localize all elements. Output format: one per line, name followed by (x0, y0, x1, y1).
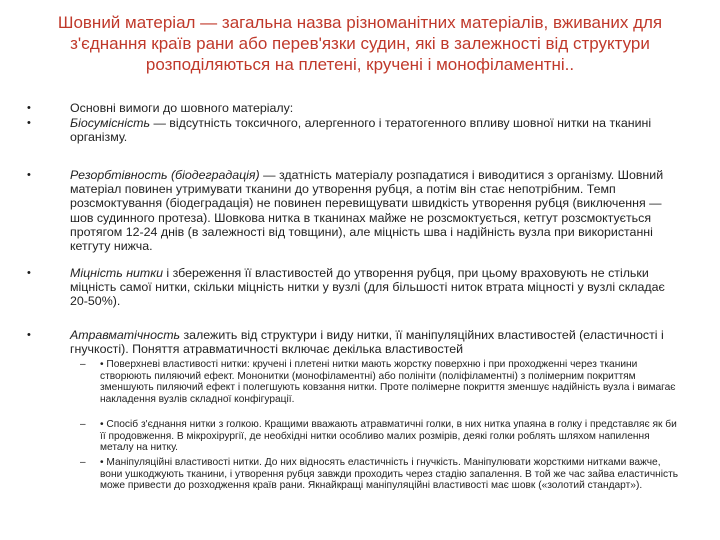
bullet-body: — відсутність токсичного, алергенного і тератогенного впливу шовної нитки на тканині організму. (70, 116, 652, 145)
bullet-text (70, 328, 682, 356)
bullet-body: — здатність матеріалу розпадатися і виводитися з організму. Шовний матеріал повинен утримувати тканини до утворення рубця, а потім він стає непотрібним. Темп розсмоктування (біодеградація) не повинен перевищувати швидкість утворення рубця (виключення — шов судинного протеза). Шовкова нитка в тканинах майже не розсмоктується, кетгут розсмоктується протягом 12-24 днів (в залежності від товщини), але міцність шва і надійність вузла при використанні кетгуту нижча. (70, 168, 664, 254)
bullet-marker: • (27, 329, 31, 341)
bullet-lead: Атравматічность (70, 328, 181, 342)
sub-bullet-text: • Спосіб з'єднання нитки з голкою. Кращими вважають атравматичні голки, в них нитка упаяна в голку і представляє як би її продовження. В мікрохірургії, де необхідні нитки особливо малих розмірів, деякі голки роблять шляхом напилення металу на нитку. (100, 419, 677, 454)
bullet-body: залежить від структури і виду нитки, її маніпуляційних властивостей (еластичності і гнучкості). Поняття атравматичності включає декілька властивостей (70, 328, 664, 357)
bullet-body: Основні вимоги до шовного матеріалу: (70, 101, 294, 115)
bullet-lead: Резорбтівность (біодеградація) (70, 168, 260, 182)
bullet-body: і збереження її властивостей до утворення рубця, при цьому враховують не стільки міцність самої нитки, скільки міцність нитки у вузлі (для більшості ниток втрата міцності у вузлі складає 20-50%). (70, 266, 665, 309)
dash-marker: – (80, 419, 86, 430)
bullet-text (70, 266, 682, 309)
bullet-text (70, 168, 682, 253)
sub-bullet-text: • Поверхневі властивості нитки: кручені і плетені нитки мають жорстку поверхню і при проходженні через тканини створюють пиляючий ефект. Мононитки (монофіламентні) або полініти (поліфіламентні) з полімерним покриттям зменшують пиляючий ефект і полегшують ковзання нитки. Проте полімерне покриття зменшує надійність вузла і вимагає накладення вузлів складної конфігурації. (100, 359, 676, 406)
bullet-text (70, 101, 682, 115)
bullet-lead: Міцність нитки (70, 266, 163, 280)
bullet-lead: Біосумісність (70, 116, 151, 130)
bullet-marker: • (27, 102, 31, 114)
bullet-text (70, 116, 682, 144)
dash-marker: – (80, 457, 86, 468)
sub-bullet-text: • Маніпуляційні властивості нитки. До них відносять еластичність і гнучкість. Маніпулювати жорсткими нитками важче, вони ушкоджують тканини, і утворення рубця завжди проходить через стадію запалення. В той же час зайва еластичність може привести до розходження країв рани. Якнайкращі маніпуляційні властивості має шовк («золотий стандарт»). (100, 457, 679, 492)
slide-title: Шовний матеріал — загальна назва різноманітних матеріалів, вживаних для з'єднання країв рани або перев'язки судин, які в залежності від структури розподіляються на плетені, кручені і монофіламентні.. (57, 13, 663, 74)
bullet-marker: • (27, 267, 31, 279)
bullet-marker: • (27, 117, 31, 129)
bullet-marker: • (27, 169, 31, 181)
dash-marker: – (80, 359, 86, 370)
